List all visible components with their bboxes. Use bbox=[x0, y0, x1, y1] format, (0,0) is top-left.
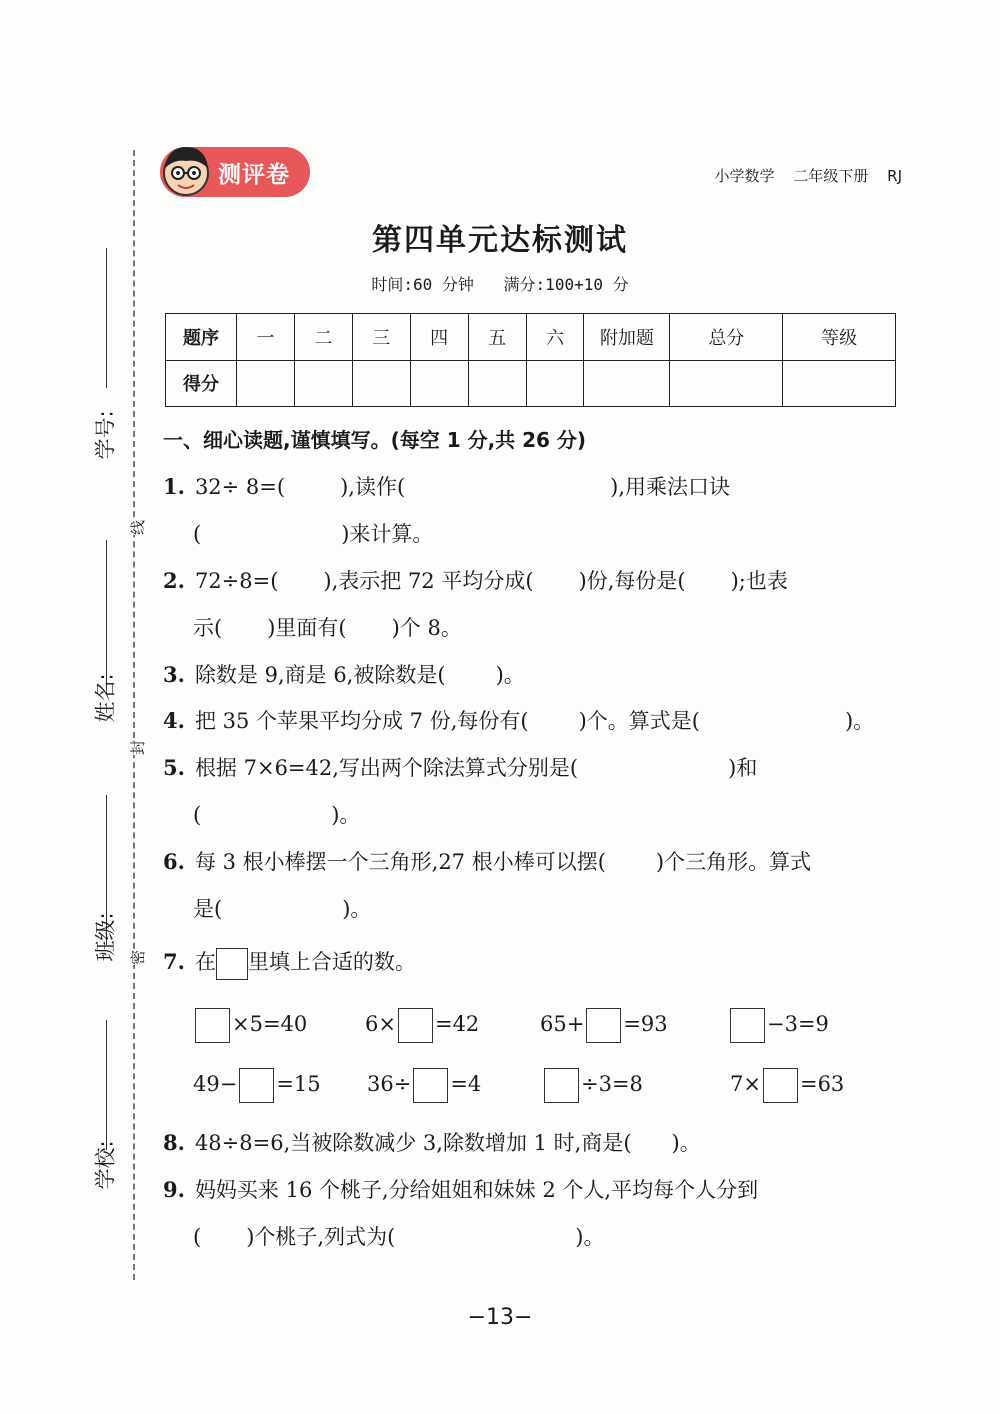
score-cell[interactable] bbox=[783, 360, 896, 407]
edition: RJ bbox=[887, 167, 902, 185]
answer-box[interactable] bbox=[763, 1068, 798, 1103]
school-label: 学校: bbox=[93, 1140, 118, 1190]
question-1: 1. 32÷ 8=( ),读作( ),用乘法口诀 bbox=[163, 474, 731, 499]
answer-box[interactable] bbox=[239, 1068, 274, 1103]
binding-cut-line bbox=[133, 150, 135, 1280]
name-blank[interactable] bbox=[106, 540, 107, 690]
question-4: 4. 把 35 个苹果平均分成 7 份,每份有( )个。算式是( )。 bbox=[163, 708, 875, 733]
score-col-2: 二 bbox=[294, 314, 352, 361]
bind-char-secret: 密 bbox=[125, 950, 150, 965]
question-number: 9. bbox=[163, 1177, 185, 1202]
student-mascot-icon bbox=[156, 141, 216, 201]
equation-1: ×5=40 bbox=[193, 1008, 307, 1043]
question-1-line-2: ( )来计算。 bbox=[193, 522, 434, 546]
exam-full-score: 满分:100+10 分 bbox=[503, 275, 629, 294]
score-col-bonus: 附加题 bbox=[584, 314, 670, 361]
score-cell[interactable] bbox=[584, 360, 670, 407]
question-8: 8. 48÷8=6,当被除数减少 3,除数增加 1 时,商是( )。 bbox=[163, 1130, 701, 1155]
book-info bbox=[701, 165, 902, 186]
answer-box[interactable] bbox=[195, 1008, 230, 1043]
answer-box[interactable] bbox=[544, 1068, 579, 1103]
score-cell[interactable] bbox=[352, 360, 410, 407]
question-5-line-2: ( )。 bbox=[193, 803, 361, 827]
score-table-header-row bbox=[166, 314, 896, 361]
score-cell[interactable] bbox=[670, 360, 783, 407]
question-number: 8. bbox=[163, 1130, 185, 1155]
exam-info bbox=[0, 272, 1000, 295]
score-cell[interactable] bbox=[294, 360, 352, 407]
question-5: 5. 根据 7×6=42,写出两个除法算式分别是( )和 bbox=[163, 755, 758, 780]
score-cell[interactable] bbox=[237, 360, 295, 407]
question-9-line-2: ( )个桃子,列式为( )。 bbox=[193, 1225, 605, 1249]
question-3: 3. 除数是 9,商是 6,被除数是( )。 bbox=[163, 662, 525, 687]
score-cell[interactable] bbox=[410, 360, 468, 407]
score-col-6: 六 bbox=[526, 314, 584, 361]
page-number: −13− bbox=[467, 1305, 533, 1330]
equation-3: 65+ =93 bbox=[540, 1008, 668, 1043]
score-row-label: 得分 bbox=[166, 360, 237, 407]
question-6: 6. 每 3 根小棒摆一个三角形,27 根小棒可以摆( )个三角形。算式 bbox=[163, 849, 812, 874]
question-number: 7. bbox=[163, 949, 185, 974]
test-paper-badge bbox=[160, 147, 310, 197]
question-number: 4. bbox=[163, 708, 185, 733]
school-blank[interactable] bbox=[106, 1020, 107, 1150]
score-col-total: 总分 bbox=[670, 314, 783, 361]
answer-box[interactable] bbox=[730, 1008, 765, 1043]
question-number: 6. bbox=[163, 849, 185, 874]
section-1-heading: 一、细心读题,谨慎填写。(每空 1 分,共 26 分) bbox=[163, 428, 587, 452]
score-table-score-row bbox=[166, 360, 896, 407]
student-no-blank[interactable] bbox=[106, 248, 107, 388]
exam-time: 时间:60 分钟 bbox=[371, 275, 474, 294]
badge-label: 测评卷 bbox=[218, 162, 290, 188]
question-9: 9. 妈妈买来 16 个桃子,分给姐姐和妹妹 2 个人,平均每个人分到 bbox=[163, 1177, 759, 1202]
equation-7: ÷3=8 bbox=[542, 1068, 643, 1103]
name-label: 姓名: bbox=[93, 673, 118, 723]
box-icon bbox=[216, 948, 248, 980]
equation-4: −3=9 bbox=[728, 1008, 829, 1043]
equation-8: 7× =63 bbox=[730, 1068, 844, 1103]
score-col-grade: 等级 bbox=[783, 314, 896, 361]
bind-char-seal: 封 bbox=[125, 740, 150, 755]
answer-box[interactable] bbox=[413, 1068, 448, 1103]
score-cell[interactable] bbox=[526, 360, 584, 407]
equation-2: 6× =42 bbox=[365, 1008, 479, 1043]
question-number: 2. bbox=[163, 568, 185, 593]
score-col-4: 四 bbox=[410, 314, 468, 361]
question-7: 7. 在 里填上合适的数。 bbox=[163, 946, 416, 980]
answer-box[interactable] bbox=[398, 1008, 433, 1043]
class-label: 班级: bbox=[93, 912, 118, 962]
score-col-3: 三 bbox=[352, 314, 410, 361]
score-col-5: 五 bbox=[468, 314, 526, 361]
question-number: 3. bbox=[163, 662, 185, 687]
score-table-header-label: 题序 bbox=[166, 314, 237, 361]
question-2: 2. 72÷8=( ),表示把 72 平均分成( )份,每份是( );也表 bbox=[163, 568, 788, 593]
bind-char-line: 线 bbox=[125, 520, 150, 535]
score-col-1: 一 bbox=[237, 314, 295, 361]
grade: 二年级下册 bbox=[793, 167, 869, 185]
score-cell[interactable] bbox=[468, 360, 526, 407]
equation-6: 36÷ =4 bbox=[367, 1068, 481, 1103]
question-number: 5. bbox=[163, 755, 185, 780]
question-6-line-2: 是( )。 bbox=[193, 897, 372, 921]
question-2-line-2: 示( )里面有( )个 8。 bbox=[193, 616, 462, 640]
score-table bbox=[165, 313, 896, 407]
student-no-label: 学号: bbox=[93, 410, 118, 460]
question-number: 1. bbox=[163, 474, 185, 499]
equation-5: 49− =15 bbox=[193, 1068, 321, 1103]
page-title: 第四单元达标测试 bbox=[372, 223, 628, 258]
answer-box[interactable] bbox=[586, 1008, 621, 1043]
subject: 小学数学 bbox=[714, 167, 775, 185]
